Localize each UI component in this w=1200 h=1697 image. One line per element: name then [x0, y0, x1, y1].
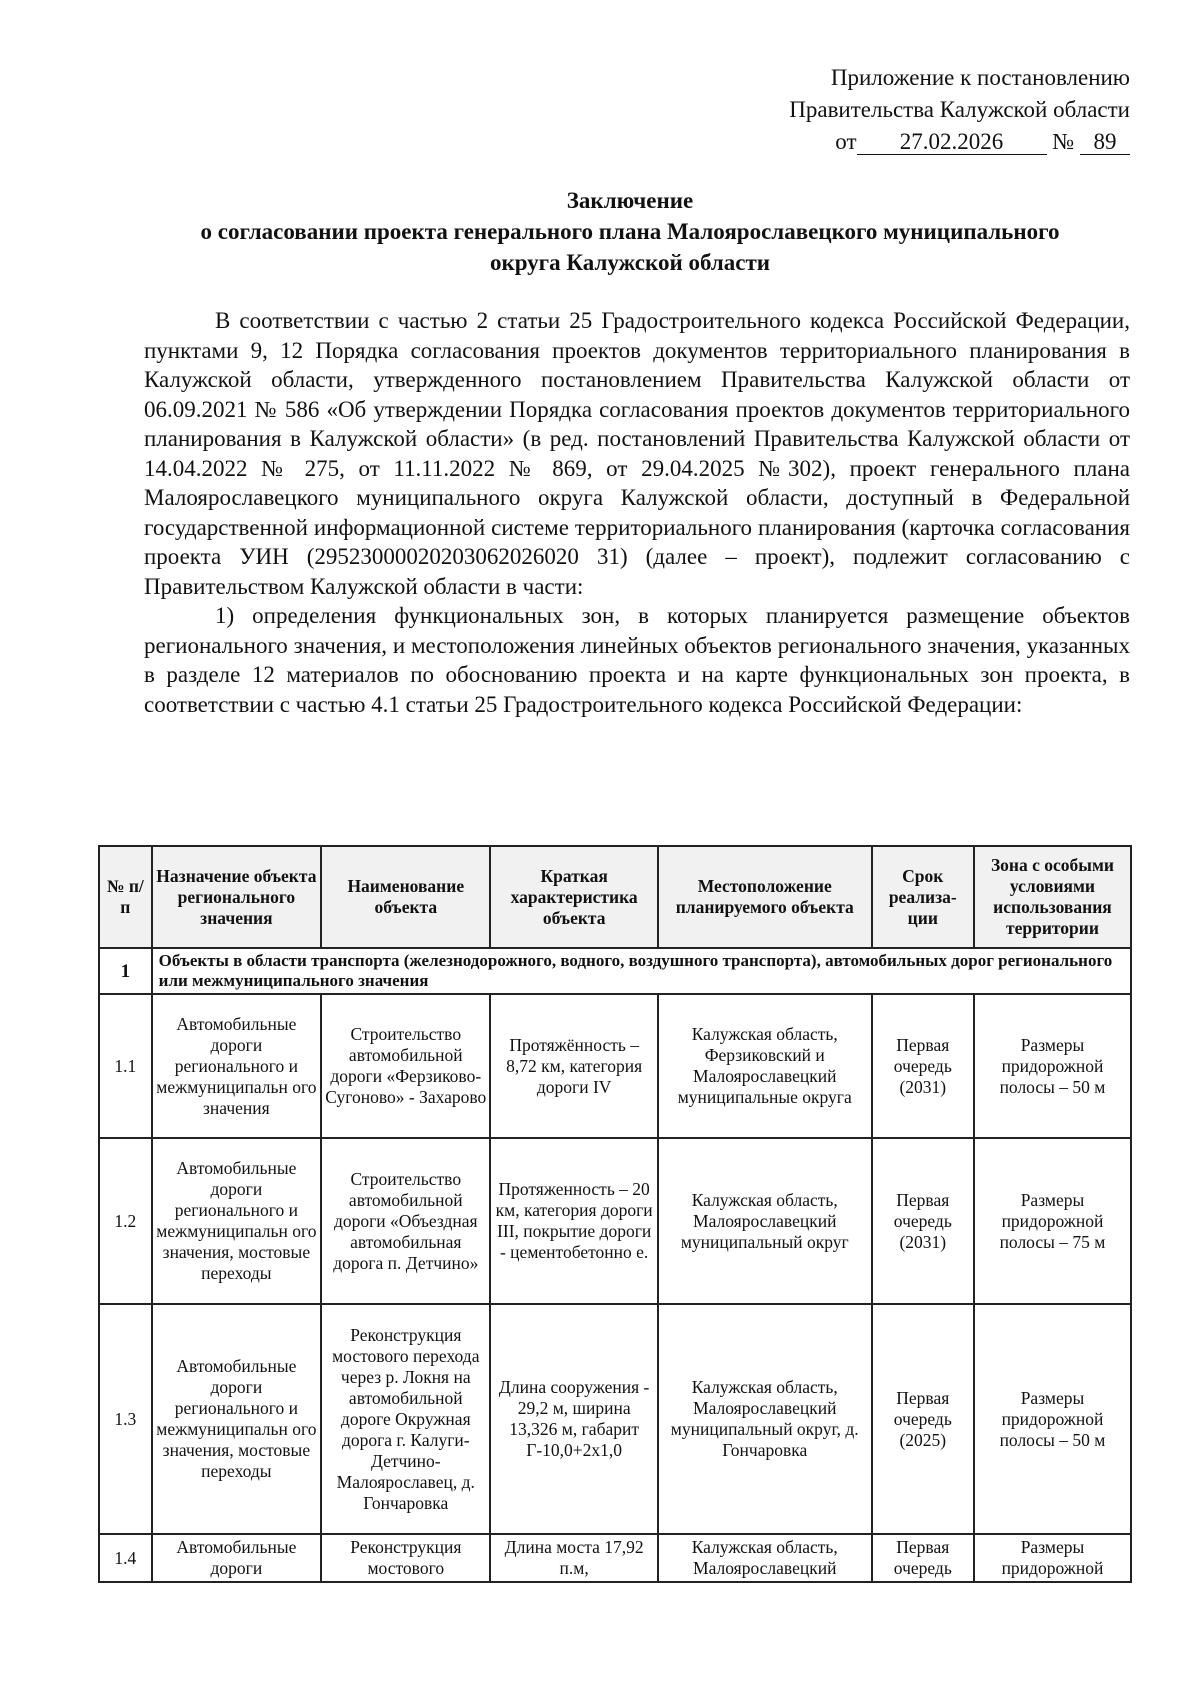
section-title: Объекты в области транспорта (железнодорожного, водного, воздушного транспорта), автомобильных дорог регионального или межмуниципального значения — [152, 948, 1131, 994]
section-num: 1 — [99, 948, 152, 994]
table-header-row — [99, 846, 1131, 948]
row-name: Строительство автомобильной дороги «Ферзиково-Сугоново» - Захарово — [321, 994, 490, 1138]
header-date-line — [600, 126, 1130, 158]
row-name: Реконструкция мостового перехода через р. Локня на автомобильной дороге Окружная дорога г. Калуги-Детчино-Малоярославец, д. Гончаровка — [321, 1304, 490, 1534]
approval-header — [600, 62, 1130, 158]
header-term: Срок реализа-ции — [872, 846, 974, 948]
header-line-1: Приложение к постановлению — [830, 65, 1130, 90]
row-num: 1.4 — [99, 1534, 152, 1582]
row-term: Первая очередь (2025) — [872, 1304, 974, 1534]
row-zone: Размеры придорожной полосы – 50 м — [974, 1304, 1131, 1534]
row-location: Калужская область, Малоярославецкий — [658, 1534, 872, 1582]
title-line-3: округа Калужской области — [489, 250, 771, 275]
number-prefix: № — [1052, 129, 1075, 154]
header-line-2: Правительства Калужской области — [789, 97, 1130, 122]
row-purpose: Автомобильные дороги регионального и межмуниципальн ого значения, мостовые переходы — [152, 1304, 321, 1534]
document-number: 89 — [1080, 130, 1130, 155]
title-line-2: о согласовании проекта генерального плана Малоярославецкого муниципального — [200, 219, 1060, 244]
row-term: Первая очередь — [872, 1534, 974, 1582]
header-name: Наименование объекта — [321, 846, 490, 948]
row-location: Калужская область, Малоярославецкий муниципальный округ, д. Гончаровка — [658, 1304, 872, 1534]
table-row — [99, 1534, 1131, 1582]
row-zone: Размеры придорожной полосы – 50 м — [974, 994, 1131, 1138]
row-num: 1.2 — [99, 1138, 152, 1304]
header-location: Местоположение планируемого объекта — [658, 846, 872, 948]
row-characteristic: Протяжённость – 8,72 км, категория дороги IV — [490, 994, 657, 1138]
table-row — [99, 994, 1131, 1138]
document-date: 27.02.2026 — [857, 130, 1047, 155]
header-purpose: Назначение объекта регионального значения — [152, 846, 321, 948]
row-term: Первая очередь (2031) — [872, 994, 974, 1138]
row-num: 1.3 — [99, 1304, 152, 1534]
header-characteristic: Краткая характеристика объекта — [490, 846, 657, 948]
section-row — [99, 948, 1131, 994]
row-name: Реконструкция мостового — [321, 1534, 490, 1582]
table-row — [99, 1304, 1131, 1534]
row-num: 1.1 — [99, 994, 152, 1138]
row-characteristic: Длина моста 17,92 п.м, — [490, 1534, 657, 1582]
document-title — [130, 185, 1130, 278]
date-prefix: от — [835, 129, 857, 154]
row-zone: Размеры придорожной полосы – 75 м — [974, 1138, 1131, 1304]
row-location: Калужская область, Малоярославецкий муниципальный округ — [658, 1138, 872, 1304]
title-line-1: Заключение — [566, 188, 694, 213]
row-name: Строительство автомобильной дороги «Объездная автомобильная дорога п. Детчино» — [321, 1138, 490, 1304]
row-purpose: Автомобильные дороги — [152, 1534, 321, 1582]
row-characteristic: Длина сооружения - 29,2 м, ширина 13,326 м, габарит Г-10,0+2х1,0 — [490, 1304, 657, 1534]
table-row — [99, 1138, 1131, 1304]
row-location: Калужская область, Ферзиковский и Малоярославецкий муниципальные округа — [658, 994, 872, 1138]
row-purpose: Автомобильные дороги регионального и межмуниципальн ого значения, мостовые переходы — [152, 1138, 321, 1304]
body-paragraph-1: В соответствии с частью 2 статьи 25 Градостроительного кодекса Российской Федерации, пунктами 9, 12 Порядка согласования проектов документов территориального планирования в Калужской области, утвержденного постановлением Правительства Калужской области от 06.09.2021 № 586 «Об утверждении Порядка согласования проектов документов территориального планирования в Калужской области» (в ред. постановлений Правительства Калужской области от 14.04.2022 № 275, от 11.11.2022 № 869, от 29.04.2025 №302), проект генерального плана Малоярославецкого муниципального округа Калужской области, доступный в Федеральной государственной информационной системе территориального планирования (карточка согласования проекта УИН (29523000020203062026020 31) (далее – проект), подлежит согласованию с Правительством Калужской области в части: — [144, 308, 1130, 599]
row-characteristic: Протяженность – 20 км, категория дороги III, покрытие дороги - цементобетонно е. — [490, 1138, 657, 1304]
regional-objects-table — [98, 845, 1132, 1583]
row-term: Первая очередь (2031) — [872, 1138, 974, 1304]
header-num: № п/п — [99, 846, 152, 948]
row-zone: Размеры придорожной — [974, 1534, 1131, 1582]
row-purpose: Автомобильные дороги регионального и межмуниципальн ого значения — [152, 994, 321, 1138]
body-paragraph-2: 1) определения функциональных зон, в которых планируется размещение объектов регионального значения, и местоположения линейных объектов регионального значения, указанных в разделе 12 материалов по обоснованию проекта и на карте функциональных зон проекта, в соответствии с частью 4.1 статьи 25 Градостроительного кодекса Российской Федерации: — [144, 603, 1130, 717]
body-text — [144, 306, 1130, 719]
header-zone: Зона с особыми условиями использования территории — [974, 846, 1131, 948]
